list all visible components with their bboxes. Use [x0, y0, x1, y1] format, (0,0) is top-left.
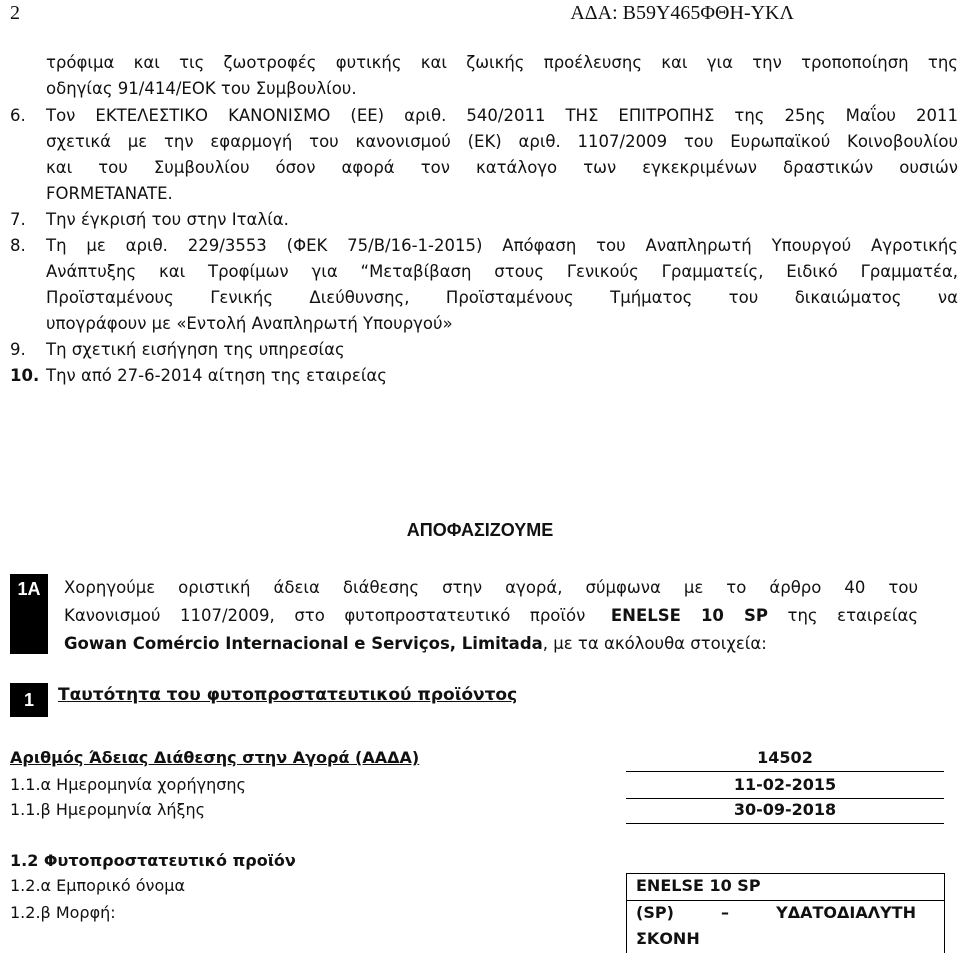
list-item-text: Την έγκρισή του στην Ιταλία.: [46, 210, 289, 229]
expiry-date-label: 1.1.β Ημερομηνία λήξης: [10, 800, 205, 819]
list-item-8-line-4: υπογράφουν με «Εντολή Αναπληρωτή Υπουργού»: [46, 314, 453, 333]
list-item-number: 10.: [10, 366, 40, 385]
list-item-text: Τη με αριθ. 229/3553 (ΦΕΚ 75/Β/16-1-2015) Απόφαση του Αναπληρωτή Υπουργού Αγροτικής: [46, 236, 958, 255]
table-border-left: [626, 873, 627, 953]
form-value-line-2: ΣΚΟΝΗ: [636, 929, 700, 948]
list-item-number: 7.: [10, 210, 26, 229]
intro-line-1: τρόφιμα και τις ζωοτροφές φυτικής και ζωικής προέλευσης και για την τροποποίηση της: [46, 53, 958, 72]
form-code: (SP): [636, 903, 674, 922]
table-divider: [626, 798, 944, 799]
list-item-number: 8.: [10, 236, 26, 255]
table-border-right: [944, 873, 945, 953]
section-1a-line-1: Χορηγούμε οριστική άδεια διάθεσης στην αγορά, σύμφωνα με το άρθρο 40 του: [64, 578, 918, 597]
form-label: 1.2.β Μορφή:: [10, 903, 116, 922]
expiry-date-value: 30-09-2018: [733, 800, 837, 819]
list-item-8-line-3: Προϊσταμένους Γενικής Διεύθυνσης, Προϊσταμένους Τμήματος του δικαιώματος να: [46, 288, 958, 307]
section-1a-badge: 1Α: [10, 574, 48, 654]
grant-date-label: 1.1.α Ημερομηνία χορήγησης: [10, 775, 246, 794]
section-1a-text: Κανονισμού 1107/2009, στο φυτοπροστατευτικό προϊόν: [64, 606, 586, 625]
section-1a-text: , με τα ακόλουθα στοιχεία:: [542, 634, 767, 653]
list-item-8: [10, 233, 958, 259]
list-item-6-line-2: σχετικά με την εφαρμογή του κανονισμού (ΕΚ) αριθ. 1107/2009 του Ευρωπαϊκού Κοινοβουλίου: [46, 132, 958, 151]
list-item-6: [10, 103, 958, 129]
form-dash: –: [721, 903, 729, 922]
auth-number-label: Αριθμός Άδειας Διάθεσης στην Αγορά (ΑΑΔΑ): [10, 748, 420, 767]
ada-code: ΑΔΑ: Β59Υ465ΦΘΗ-ΥΚΛ: [570, 2, 794, 24]
list-item-text: Τη σχετική εισήγηση της υπηρεσίας: [46, 340, 345, 359]
list-item-number: 6.: [10, 106, 26, 125]
company-name: Gowan Comércio Internacional e Serviços, Limitada: [64, 634, 543, 653]
section-1-title: Ταυτότητα του φυτοπροστατευτικού προϊόντος: [58, 685, 518, 705]
trade-name-label: 1.2.α Εμπορικό όνομα: [10, 876, 185, 895]
auth-number-value: 14502: [757, 748, 813, 767]
list-item-7: [10, 207, 958, 233]
product-heading: 1.2 Φυτοπροστατευτικό προϊόν: [10, 851, 296, 870]
section-1a-line-2: [64, 603, 918, 629]
grant-date-value: 11-02-2015: [733, 775, 837, 794]
trade-name-value: ENELSE 10 SP: [636, 876, 761, 895]
section-1a-line-3: [64, 631, 918, 657]
list-item-text: Την από 27-6-2014 αίτηση της εταιρείας: [46, 366, 387, 385]
list-item-6-line-3: και του Συμβουλίου όσον αφορά τον κατάλογο των εγκεκριμένων δραστικών ουσιών: [46, 158, 958, 177]
list-item-6-line-4: FORMETANATE.: [46, 184, 173, 203]
list-item-8-line-2: Ανάπτυξης και Τροφίμων για “Μεταβίβαση στους Γενικούς Γραμματείς, Ειδικό Γραμματέα,: [46, 262, 958, 281]
page-number: 2: [10, 2, 20, 24]
table-border: [626, 873, 944, 874]
form-value: [636, 903, 916, 922]
form-type: ΥΔΑΤΟΔΙΑΛΥΤΗ: [776, 903, 916, 922]
list-item-10: [10, 363, 958, 389]
list-item-number: 9.: [10, 340, 26, 359]
list-item-text: Τον ΕΚΤΕΛΕΣΤΙΚΟ ΚΑΝΟΝΙΣΜΟ (ΕΕ) αριθ. 540/2011 ΤΗΣ ΕΠΙΤΡΟΠΗΣ της 25ης Μαΐου 2011: [46, 106, 958, 125]
product-name: ENELSE 10 SP: [610, 606, 768, 625]
table-divider: [626, 771, 944, 772]
section-1a-text: της εταιρείας: [787, 606, 919, 625]
decision-heading: ΑΠΟΦΑΣΙΖΟΥΜΕ: [406, 520, 554, 540]
intro-line-2: οδηγίας 91/414/ΕΟΚ του Συμβουλίου.: [46, 79, 357, 98]
section-1-badge: 1: [10, 683, 48, 717]
table-divider: [626, 823, 944, 824]
table-border: [626, 900, 944, 901]
list-item-9: [10, 337, 958, 363]
